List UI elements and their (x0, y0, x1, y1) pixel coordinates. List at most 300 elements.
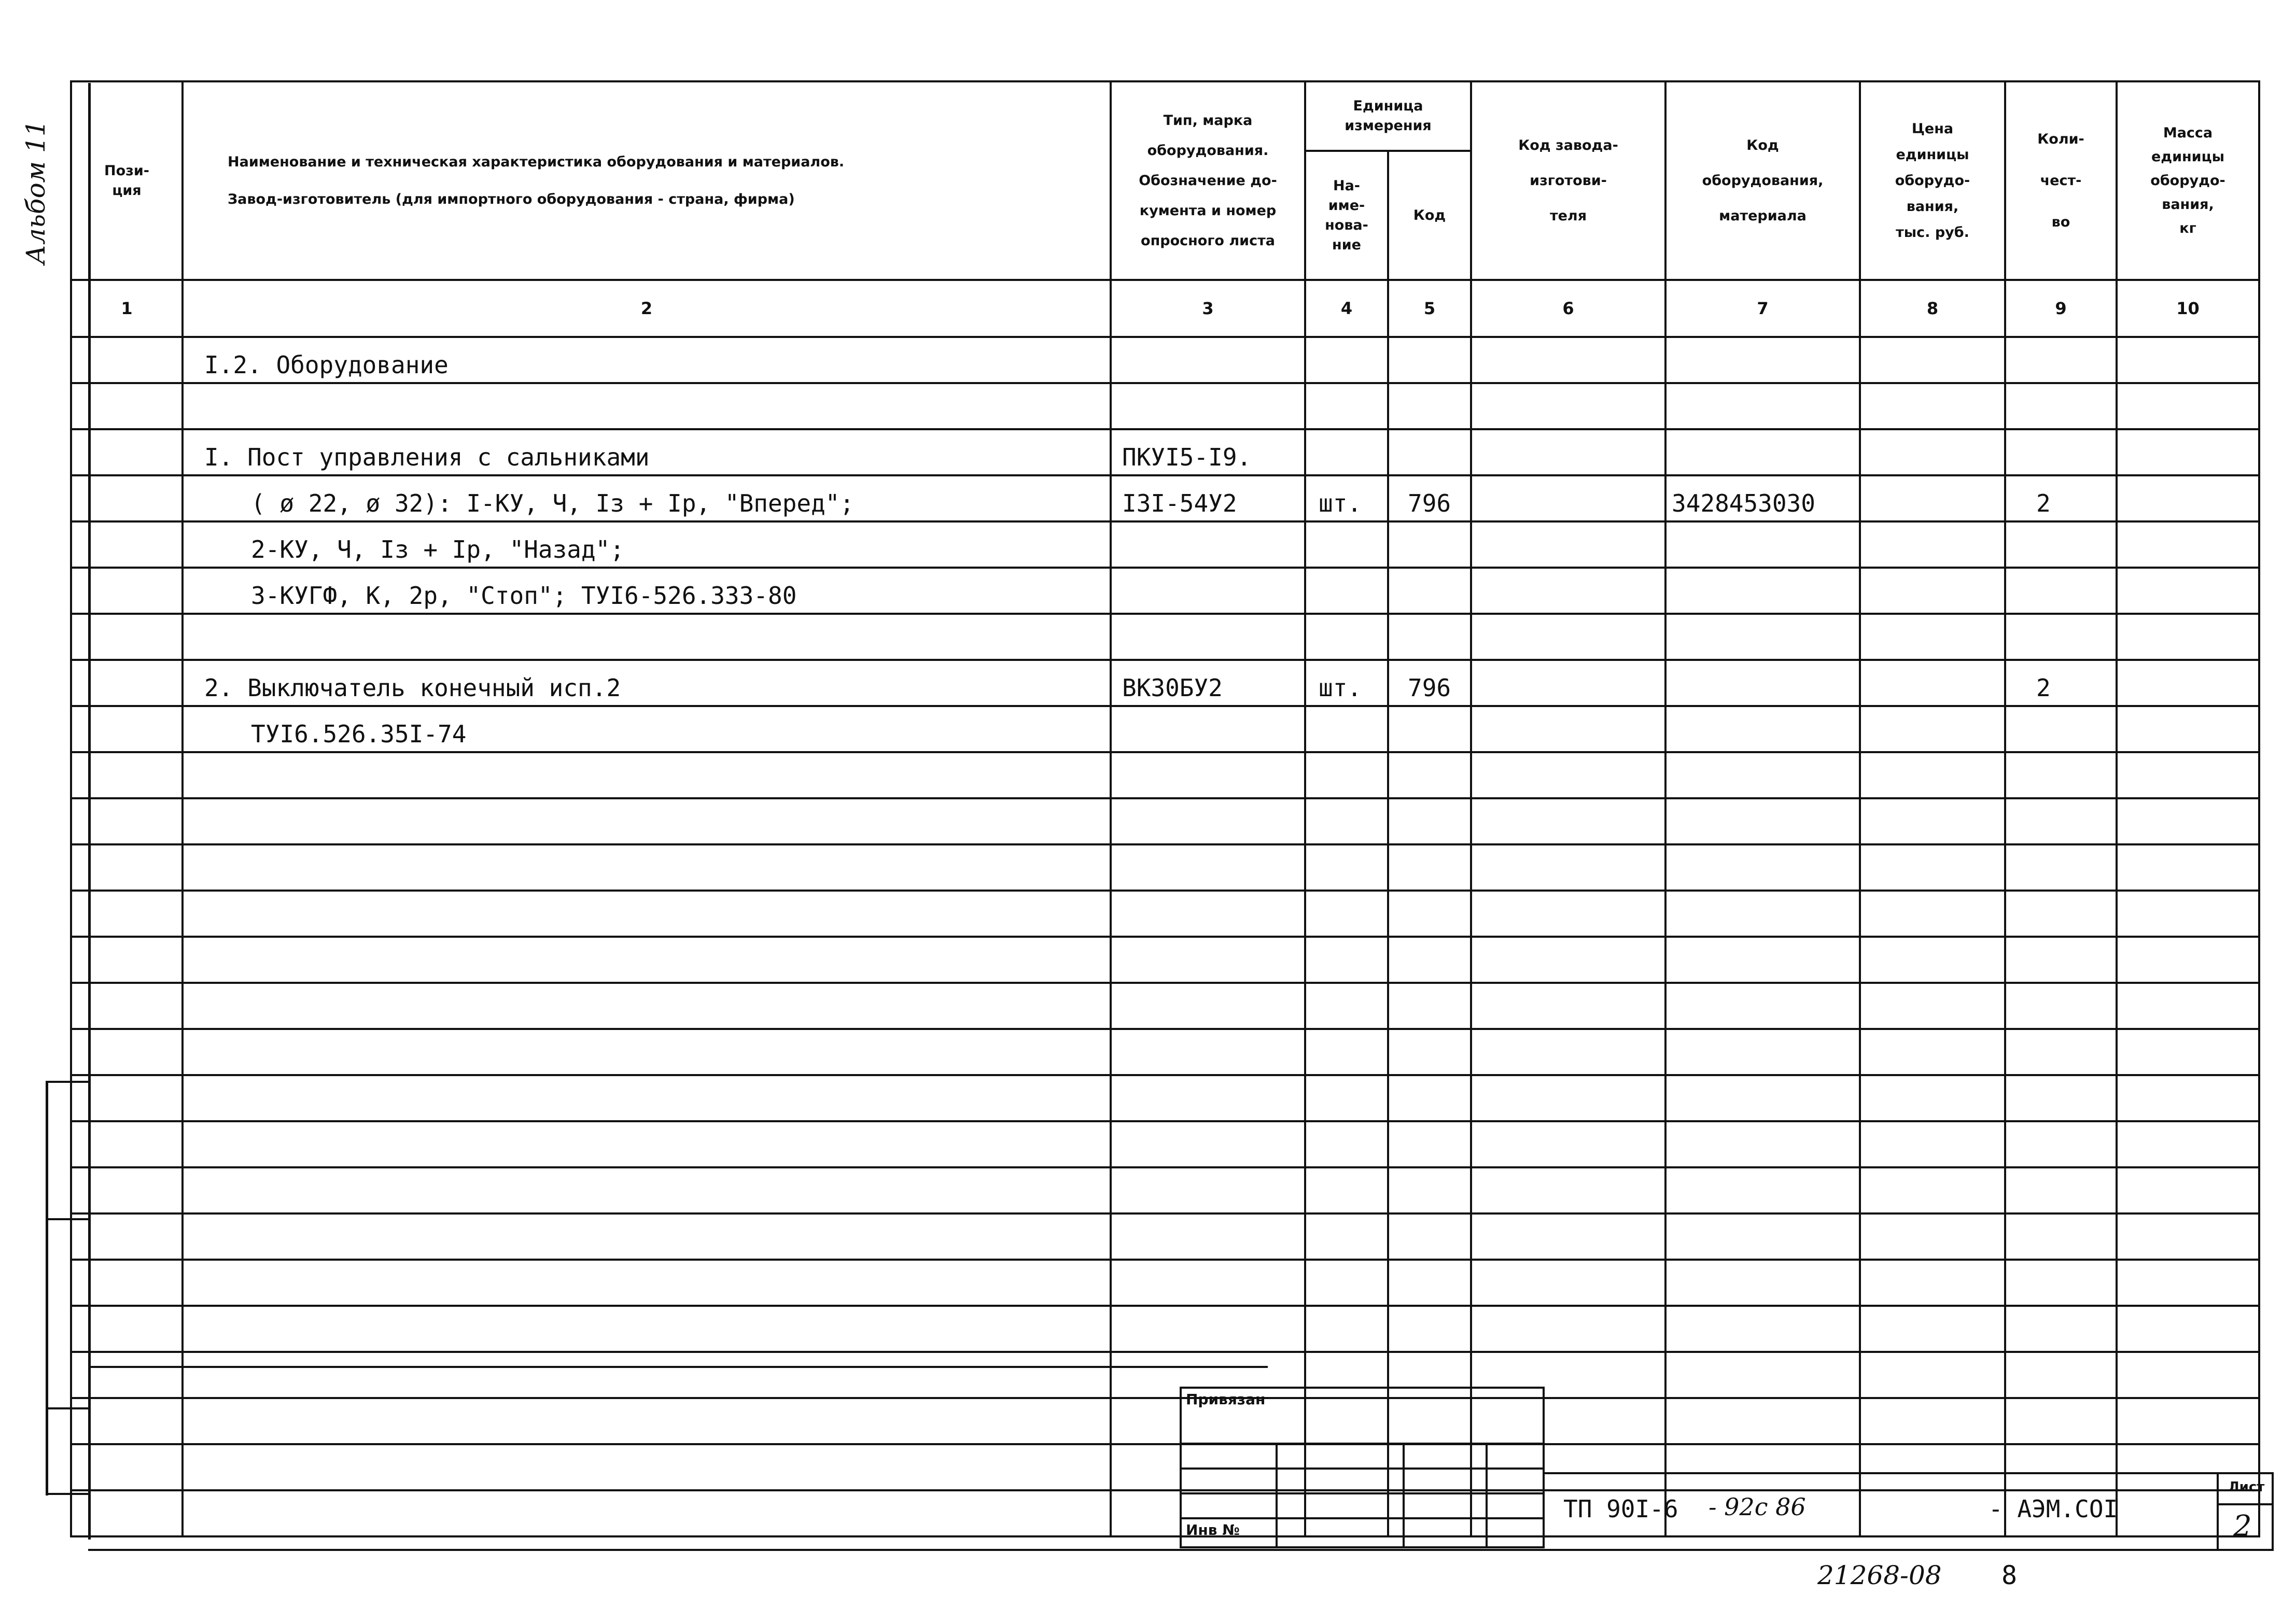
cell-position (71, 844, 183, 891)
cell-name (183, 798, 1111, 844)
stamp-cell (1277, 1444, 1404, 1469)
column-number: 8 (1860, 280, 2005, 337)
stamp-cell (1181, 1444, 1277, 1469)
table-row (71, 798, 2259, 844)
cell-unit-code (1388, 1260, 1471, 1306)
table-row (71, 1260, 2259, 1306)
cell-factory-code (1471, 844, 1665, 891)
cell-position (71, 1306, 183, 1352)
cell-unit (1305, 1029, 1388, 1075)
table-row (71, 1121, 2259, 1167)
cell-mass (2117, 1121, 2259, 1167)
cell-name (183, 1352, 1111, 1398)
cell-position (71, 1029, 183, 1075)
cell-name (183, 1167, 1111, 1213)
document-code-handwritten: - 92с 86 (1709, 1493, 1806, 1521)
table-row (71, 706, 2259, 752)
cell-price (1860, 752, 2005, 798)
cell-equipment-code (1665, 937, 1860, 983)
cell-equipment-code (1665, 1029, 1860, 1075)
cell-mass (2117, 1352, 2259, 1398)
header-name-line2: Завод-изготовитель (для импортного оборудования - страна, фирма) (228, 191, 795, 207)
cell-quantity: 2 (2005, 475, 2117, 521)
stamp-cell (1277, 1518, 1404, 1547)
cell-name (183, 1075, 1111, 1121)
cell-name (183, 1121, 1111, 1167)
cell-equipment-code (1665, 1260, 1860, 1306)
cell-equipment-code (1665, 429, 1860, 475)
table-row (71, 891, 2259, 937)
cell-unit-code (1388, 983, 1471, 1029)
cell-price (1860, 983, 2005, 1029)
cell-position (71, 614, 183, 660)
column-number: 7 (1665, 280, 1860, 337)
sheet-box-divider (2219, 1503, 2272, 1505)
cell-mass (2117, 383, 2259, 429)
cell-unit (1305, 937, 1388, 983)
cell-type (1111, 1075, 1305, 1121)
cell-position (71, 568, 183, 614)
cell-unit (1305, 1260, 1388, 1306)
cell-unit-code (1388, 1167, 1471, 1213)
cell-mass (2117, 983, 2259, 1029)
table-row (71, 1167, 2259, 1213)
cell-factory-code (1471, 752, 1665, 798)
cell-type (1111, 383, 1305, 429)
column-number: 3 (1111, 280, 1305, 337)
cell-equipment-code (1665, 568, 1860, 614)
cell-equipment-code (1665, 1121, 1860, 1167)
cell-position (71, 475, 183, 521)
cell-type (1111, 614, 1305, 660)
cell-factory-code (1471, 1075, 1665, 1121)
cell-type: I3I-54У2 (1111, 475, 1305, 521)
cell-factory-code (1471, 521, 1665, 568)
cell-price (1860, 1029, 2005, 1075)
cell-position (71, 983, 183, 1029)
cell-quantity (2005, 1398, 2117, 1444)
cell-quantity (2005, 983, 2117, 1029)
page-number: 8 (2001, 1560, 2018, 1590)
cell-price (1860, 383, 2005, 429)
stamp-cell (1487, 1444, 1544, 1469)
cell-name (183, 383, 1111, 429)
cell-mass (2117, 1213, 2259, 1260)
cell-price (1860, 1167, 2005, 1213)
cell-name (183, 1398, 1111, 1444)
cell-mass (2117, 337, 2259, 383)
cell-unit (1305, 706, 1388, 752)
binding-strip-left-line (46, 1081, 48, 1495)
cell-equipment-code (1665, 1167, 1860, 1213)
cell-type (1111, 521, 1305, 568)
cell-position (71, 1213, 183, 1260)
cell-position (71, 1352, 183, 1398)
cell-unit (1305, 983, 1388, 1029)
cell-position (71, 1260, 183, 1306)
cell-unit (1305, 844, 1388, 891)
cell-factory-code (1471, 937, 1665, 983)
cell-name (183, 844, 1111, 891)
column-number: 2 (183, 280, 1111, 337)
stamp-cell (1404, 1518, 1487, 1547)
cell-price (1860, 1213, 2005, 1260)
stamp-cell (1487, 1469, 1544, 1493)
cell-unit-code: 796 (1388, 475, 1471, 521)
binding-stamp (1180, 1387, 1545, 1548)
cell-price (1860, 1075, 2005, 1121)
table-row (71, 660, 2259, 706)
cell-mass (2117, 891, 2259, 937)
cell-position (71, 1075, 183, 1121)
stamp-cell (1404, 1493, 1487, 1518)
cell-factory-code (1471, 891, 1665, 937)
cell-type (1111, 983, 1305, 1029)
cell-factory-code (1471, 1029, 1665, 1075)
sheet-number-box (2217, 1472, 2274, 1551)
cell-quantity (2005, 1167, 2117, 1213)
cell-unit-code (1388, 337, 1471, 383)
bound-label: Привязан (1181, 1388, 1544, 1444)
cell-unit (1305, 383, 1388, 429)
cell-mass (2117, 752, 2259, 798)
table-row (71, 844, 2259, 891)
cell-mass (2117, 1075, 2259, 1121)
cell-quantity (2005, 891, 2117, 937)
cell-factory-code (1471, 1213, 1665, 1260)
cell-mass (2117, 937, 2259, 983)
cell-quantity (2005, 429, 2117, 475)
title-block (1543, 1472, 2217, 1552)
cell-factory-code (1471, 983, 1665, 1029)
cell-quantity: 2 (2005, 660, 2117, 706)
cell-type (1111, 752, 1305, 798)
cell-mass (2117, 844, 2259, 891)
cell-equipment-code (1665, 844, 1860, 891)
cell-equipment-code (1665, 1213, 1860, 1260)
cell-name (183, 1490, 1111, 1536)
cell-position (71, 937, 183, 983)
cell-position (71, 429, 183, 475)
cell-mass (2117, 1306, 2259, 1352)
cell-unit-code (1388, 798, 1471, 844)
cell-type (1111, 337, 1305, 383)
column-number: 4 (1305, 280, 1388, 337)
cell-position (71, 660, 183, 706)
cell-type (1111, 706, 1305, 752)
album-margin-note: Альбом 11 (21, 120, 51, 264)
cell-name: I. Пост управления с сальниками (183, 429, 1111, 475)
cell-factory-code (1471, 337, 1665, 383)
cell-type (1111, 1260, 1305, 1306)
cell-mass (2117, 429, 2259, 475)
cell-unit-code (1388, 1121, 1471, 1167)
cell-name (183, 891, 1111, 937)
cell-position (71, 1121, 183, 1167)
cell-quantity (2005, 337, 2117, 383)
cell-position (71, 798, 183, 844)
cell-unit-code (1388, 429, 1471, 475)
cell-equipment-code (1665, 337, 1860, 383)
cell-mass (2117, 568, 2259, 614)
stamp-cell (1487, 1518, 1544, 1547)
cell-type (1111, 1029, 1305, 1075)
cell-quantity (2005, 568, 2117, 614)
cell-equipment-code (1665, 752, 1860, 798)
cell-quantity (2005, 1306, 2117, 1352)
cell-type (1111, 1167, 1305, 1213)
header-price: Цена единицы оборудо- вания, тыс. руб. (1860, 81, 2005, 280)
cell-unit-code (1388, 1029, 1471, 1075)
header-mass: Масса единицы оборудо- вания, кг (2117, 81, 2259, 280)
cell-type (1111, 1121, 1305, 1167)
table-row (71, 337, 2259, 383)
cell-equipment-code (1665, 891, 1860, 937)
cell-name (183, 937, 1111, 983)
cell-price (1860, 521, 2005, 568)
cell-position (71, 521, 183, 568)
cell-unit (1305, 568, 1388, 614)
cell-equipment-code (1665, 521, 1860, 568)
header-unit-name: На- име- нова- ние (1305, 151, 1388, 280)
table-row (71, 1213, 2259, 1260)
cell-name: ( ø 22, ø 32): I-КУ, Ч, Iз + Iр, "Вперед"; (183, 475, 1111, 521)
table-row (71, 752, 2259, 798)
cell-unit (1305, 1121, 1388, 1167)
cell-position (71, 891, 183, 937)
cell-quantity (2005, 844, 2117, 891)
cell-name (183, 1213, 1111, 1260)
stamp-cell (1277, 1493, 1404, 1518)
cell-type (1111, 1213, 1305, 1260)
table-row (71, 1075, 2259, 1121)
cell-equipment-code (1665, 798, 1860, 844)
cell-unit (1305, 1213, 1388, 1260)
cell-quantity (2005, 1121, 2117, 1167)
table-row (71, 383, 2259, 429)
header-position: Пози- ция (71, 81, 183, 280)
cell-mass (2117, 798, 2259, 844)
cell-unit-code: 796 (1388, 660, 1471, 706)
stamp-cell (1404, 1444, 1487, 1469)
cell-factory-code (1471, 660, 1665, 706)
cell-mass (2117, 521, 2259, 568)
cell-unit (1305, 614, 1388, 660)
archive-number: 21268-08 (1817, 1560, 1942, 1590)
cell-price (1860, 429, 2005, 475)
table-row (71, 937, 2259, 983)
cell-quantity (2005, 521, 2117, 568)
cell-position (71, 383, 183, 429)
cell-price (1860, 937, 2005, 983)
cell-name (183, 614, 1111, 660)
column-number: 9 (2005, 280, 2117, 337)
cell-mass (2117, 475, 2259, 521)
column-number: 6 (1471, 280, 1665, 337)
cell-factory-code (1471, 706, 1665, 752)
cell-quantity (2005, 1213, 2117, 1260)
sheet-label: Лист (2228, 1479, 2265, 1495)
cell-equipment-code (1665, 660, 1860, 706)
cell-factory-code (1471, 1121, 1665, 1167)
cell-position (71, 1490, 183, 1536)
cell-mass (2117, 1260, 2259, 1306)
cell-equipment-code (1665, 383, 1860, 429)
stamp-cell (1404, 1469, 1487, 1493)
cell-quantity (2005, 1260, 2117, 1306)
table-row (71, 1352, 2259, 1398)
header-quantity: Коли- чест- во (2005, 81, 2117, 280)
cell-price (1860, 798, 2005, 844)
cell-name (183, 983, 1111, 1029)
header-name (183, 81, 1111, 280)
cell-quantity (2005, 752, 2117, 798)
cell-unit-code (1388, 752, 1471, 798)
sheet-bottom-border (88, 1366, 1268, 1368)
table-row (71, 1306, 2259, 1352)
cell-equipment-code (1665, 1306, 1860, 1352)
cell-position (71, 706, 183, 752)
cell-factory-code (1471, 1167, 1665, 1213)
cell-mass (2117, 614, 2259, 660)
cell-unit (1305, 798, 1388, 844)
cell-factory-code (1471, 383, 1665, 429)
cell-unit (1305, 521, 1388, 568)
cell-type (1111, 844, 1305, 891)
cell-unit-code (1388, 706, 1471, 752)
cell-unit (1305, 1075, 1388, 1121)
cell-factory-code (1471, 1306, 1665, 1352)
cell-factory-code (1471, 568, 1665, 614)
stamp-cell (1487, 1493, 1544, 1518)
cell-name (183, 1444, 1111, 1490)
cell-factory-code (1471, 798, 1665, 844)
cell-name (183, 1306, 1111, 1352)
cell-quantity (2005, 937, 2117, 983)
cell-name (183, 1029, 1111, 1075)
cell-unit-code (1388, 521, 1471, 568)
header-type: Тип, марка оборудования. Обозначение до- кумента и номер опросного листа (1111, 81, 1305, 280)
column-number-row (71, 280, 2259, 337)
cell-unit-code (1388, 383, 1471, 429)
column-number: 5 (1388, 280, 1471, 337)
cell-quantity (2005, 706, 2117, 752)
cell-factory-code (1471, 429, 1665, 475)
cell-name (183, 1260, 1111, 1306)
cell-name (183, 752, 1111, 798)
cell-name: 3-КУГФ, К, 2р, "Стоп"; ТУI6-526.333-80 (183, 568, 1111, 614)
cell-name: I.2. Оборудование (183, 337, 1111, 383)
cell-equipment-code (1665, 983, 1860, 1029)
document-suffix: - АЭМ.СОI (1989, 1495, 2118, 1523)
inventory-label: Инв № (1181, 1518, 1277, 1547)
cell-price (1860, 1260, 2005, 1306)
cell-unit (1305, 1306, 1388, 1352)
cell-quantity (2005, 1029, 2117, 1075)
header-equipment-code: Код оборудования, материала (1665, 81, 1860, 280)
table-row (71, 614, 2259, 660)
header-unit-code: Код (1388, 151, 1471, 280)
document-code: ТП 90I-6 (1563, 1495, 1678, 1523)
cell-equipment-code (1665, 706, 1860, 752)
cell-position (71, 1167, 183, 1213)
cell-quantity (2005, 1075, 2117, 1121)
header-unit-group: Единица измерения (1305, 81, 1471, 151)
column-number: 1 (71, 280, 183, 337)
cell-unit (1305, 337, 1388, 383)
cell-unit (1305, 891, 1388, 937)
cell-unit: шт. (1305, 660, 1388, 706)
cell-equipment-code (1665, 1075, 1860, 1121)
cell-type: ВК30БУ2 (1111, 660, 1305, 706)
cell-quantity (2005, 614, 2117, 660)
cell-name: 2-КУ, Ч, Iз + Iр, "Назад"; (183, 521, 1111, 568)
cell-mass (2117, 706, 2259, 752)
cell-equipment-code (1665, 1352, 1860, 1398)
cell-unit (1305, 1167, 1388, 1213)
column-number: 10 (2117, 280, 2259, 337)
cell-factory-code (1471, 614, 1665, 660)
table-row (71, 429, 2259, 475)
cell-price (1860, 337, 2005, 383)
table-row (71, 568, 2259, 614)
cell-equipment-code (1665, 1398, 1860, 1444)
cell-price (1860, 844, 2005, 891)
cell-unit-code (1388, 1075, 1471, 1121)
cell-unit (1305, 429, 1388, 475)
cell-price (1860, 706, 2005, 752)
cell-mass (2117, 1167, 2259, 1213)
cell-quantity (2005, 798, 2117, 844)
cell-name: ТУI6.526.35I-74 (183, 706, 1111, 752)
cell-equipment-code: 3428453030 (1665, 475, 1860, 521)
stamp-cell (1181, 1469, 1277, 1493)
cell-unit-code (1388, 1213, 1471, 1260)
cell-type (1111, 1306, 1305, 1352)
cell-unit-code (1388, 1306, 1471, 1352)
cell-factory-code (1471, 475, 1665, 521)
cell-price (1860, 1306, 2005, 1352)
cell-price (1860, 660, 2005, 706)
table-row (71, 983, 2259, 1029)
specification-table (70, 80, 2260, 1537)
sheet-number: 2 (2233, 1509, 2252, 1543)
cell-price (1860, 1352, 2005, 1398)
cell-price (1860, 891, 2005, 937)
header-name-line1: Наименование и техническая характеристика оборудования и материалов. (228, 153, 845, 170)
cell-type (1111, 568, 1305, 614)
cell-equipment-code (1665, 614, 1860, 660)
cell-name: 2. Выключатель конечный исп.2 (183, 660, 1111, 706)
cell-type (1111, 891, 1305, 937)
cell-position (71, 1398, 183, 1444)
cell-unit-code (1388, 844, 1471, 891)
cell-unit: шт. (1305, 475, 1388, 521)
cell-quantity (2005, 383, 2117, 429)
table-row (71, 1029, 2259, 1075)
cell-price (1860, 1398, 2005, 1444)
table-row (71, 1398, 2259, 1444)
cell-unit-code (1388, 937, 1471, 983)
cell-mass (2117, 660, 2259, 706)
cell-price (1860, 568, 2005, 614)
cell-unit-code (1388, 891, 1471, 937)
cell-position (71, 337, 183, 383)
cell-price (1860, 1121, 2005, 1167)
cell-factory-code (1471, 1260, 1665, 1306)
cell-unit-code (1388, 568, 1471, 614)
cell-unit (1305, 752, 1388, 798)
